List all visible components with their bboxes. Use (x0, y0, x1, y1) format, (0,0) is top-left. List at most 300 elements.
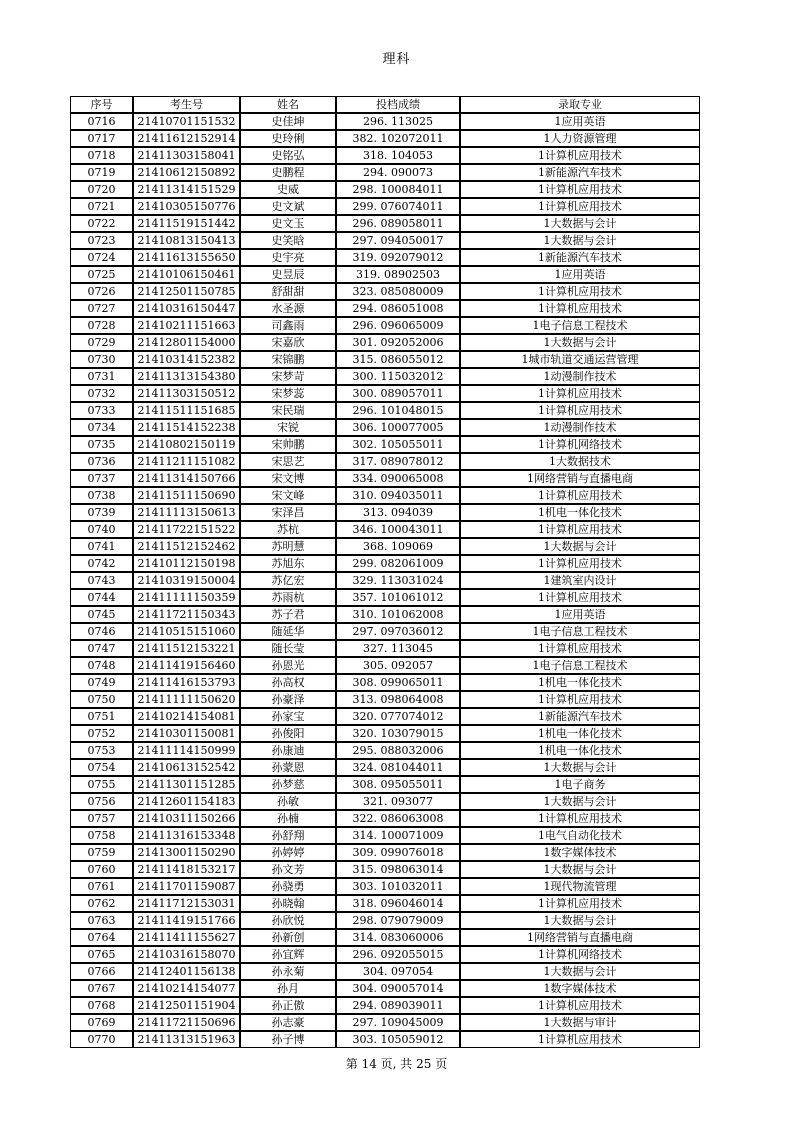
cell-candidate-number: 21412401156138 (133, 963, 240, 980)
cell-major: 1计算机应用技术 (460, 810, 700, 827)
cell-name: 孙豪泽 (240, 691, 336, 708)
cell-name: 苏亿宏 (240, 572, 336, 589)
cell-score: 318. 096046014 (336, 895, 460, 912)
cell-name: 孙舒翔 (240, 827, 336, 844)
cell-serial: 0750 (70, 691, 133, 708)
table-row (70, 980, 700, 997)
cell-name: 宋泽昌 (240, 504, 336, 521)
cell-major: 1大数据与会计 (460, 215, 700, 232)
cell-name: 孙月 (240, 980, 336, 997)
cell-candidate-number: 21410701151532 (133, 113, 240, 130)
cell-major: 1电子商务 (460, 776, 700, 793)
table-row (70, 912, 700, 929)
cell-candidate-number: 21410515151060 (133, 623, 240, 640)
cell-score: 298. 079079009 (336, 912, 460, 929)
cell-major: 1大数据与会计 (460, 538, 700, 555)
cell-score: 346. 100043011 (336, 521, 460, 538)
cell-score: 308. 095055011 (336, 776, 460, 793)
cell-serial: 0720 (70, 181, 133, 198)
cell-score: 318. 104053 (336, 147, 460, 164)
cell-serial: 0756 (70, 793, 133, 810)
page-title: 理科 (382, 52, 411, 67)
cell-score: 297. 097036012 (336, 623, 460, 640)
cell-major: 1大数据与会计 (460, 912, 700, 929)
cell-name: 随长莹 (240, 640, 336, 657)
table-row (70, 521, 700, 538)
cell-candidate-number: 21411612152914 (133, 130, 240, 147)
table-row (70, 963, 700, 980)
cell-major: 1人力资源管理 (460, 130, 700, 147)
cell-serial: 0728 (70, 317, 133, 334)
table-row (70, 538, 700, 555)
cell-serial: 0723 (70, 232, 133, 249)
cell-major: 1计算机应用技术 (460, 521, 700, 538)
cell-name: 史昱辰 (240, 266, 336, 283)
cell-score: 327. 113045 (336, 640, 460, 657)
cell-name: 孙蒙恩 (240, 759, 336, 776)
table-row (70, 997, 700, 1014)
cell-name: 随延华 (240, 623, 336, 640)
cell-serial: 0759 (70, 844, 133, 861)
cell-serial: 0767 (70, 980, 133, 997)
cell-score: 317. 089078012 (336, 453, 460, 470)
cell-score: 300. 115032012 (336, 368, 460, 385)
cell-candidate-number: 21411416153793 (133, 674, 240, 691)
cell-serial: 0725 (70, 266, 133, 283)
cell-serial: 0770 (70, 1031, 133, 1048)
table-row (70, 283, 700, 300)
cell-major: 1城市轨道交通运营管理 (460, 351, 700, 368)
column-header-major: 录取专业 (460, 96, 700, 113)
table-row (70, 419, 700, 436)
cell-name: 史威 (240, 181, 336, 198)
cell-candidate-number: 21411114150999 (133, 742, 240, 759)
cell-major: 1应用英语 (460, 606, 700, 623)
cell-major: 1计算机应用技术 (460, 640, 700, 657)
cell-score: 320. 077074012 (336, 708, 460, 725)
cell-serial: 0747 (70, 640, 133, 657)
cell-major: 1机电一体化技术 (460, 674, 700, 691)
cell-candidate-number: 21411418153217 (133, 861, 240, 878)
cell-candidate-number: 21411512152462 (133, 538, 240, 555)
cell-major: 1网络营销与直播电商 (460, 929, 700, 946)
table-row (70, 572, 700, 589)
cell-serial: 0719 (70, 164, 133, 181)
cell-candidate-number: 21410802150119 (133, 436, 240, 453)
table-row (70, 640, 700, 657)
table-header (70, 96, 700, 113)
cell-serial: 0717 (70, 130, 133, 147)
table-row (70, 215, 700, 232)
cell-serial: 0732 (70, 385, 133, 402)
cell-name: 孙高权 (240, 674, 336, 691)
cell-candidate-number: 21410214154081 (133, 708, 240, 725)
cell-name: 孙康迪 (240, 742, 336, 759)
cell-name: 苏子君 (240, 606, 336, 623)
cell-serial: 0746 (70, 623, 133, 640)
cell-major: 1新能源汽车技术 (460, 164, 700, 181)
cell-major: 1计算机应用技术 (460, 147, 700, 164)
cell-candidate-number: 21410319150004 (133, 572, 240, 589)
cell-name: 苏杭 (240, 521, 336, 538)
cell-score: 294. 086051008 (336, 300, 460, 317)
cell-candidate-number: 21411313154380 (133, 368, 240, 385)
cell-name: 孙志豪 (240, 1014, 336, 1031)
cell-candidate-number: 21411211151082 (133, 453, 240, 470)
cell-score: 310. 101062008 (336, 606, 460, 623)
cell-serial: 0736 (70, 453, 133, 470)
cell-serial: 0763 (70, 912, 133, 929)
cell-candidate-number: 21410211151663 (133, 317, 240, 334)
cell-name: 宋文峰 (240, 487, 336, 504)
cell-name: 史玲俐 (240, 130, 336, 147)
cell-name: 孙正傲 (240, 997, 336, 1014)
cell-serial: 0734 (70, 419, 133, 436)
table-row (70, 487, 700, 504)
cell-serial: 0769 (70, 1014, 133, 1031)
cell-serial: 0761 (70, 878, 133, 895)
table-row (70, 300, 700, 317)
cell-major: 1电子信息工程技术 (460, 623, 700, 640)
cell-name: 宋嘉欣 (240, 334, 336, 351)
cell-major: 1数字媒体技术 (460, 844, 700, 861)
cell-score: 313. 094039 (336, 504, 460, 521)
cell-major: 1计算机应用技术 (460, 402, 700, 419)
cell-major: 1动漫制作技术 (460, 419, 700, 436)
cell-name: 孙宜辉 (240, 946, 336, 963)
cell-name: 孙恩光 (240, 657, 336, 674)
table-row (70, 385, 700, 402)
table-row (70, 402, 700, 419)
cell-score: 305. 092057 (336, 657, 460, 674)
table-row (70, 181, 700, 198)
cell-candidate-number: 21411419156460 (133, 657, 240, 674)
table-header-row (70, 96, 700, 113)
cell-candidate-number: 21411301151285 (133, 776, 240, 793)
cell-score: 297. 094050017 (336, 232, 460, 249)
cell-score: 304. 097054 (336, 963, 460, 980)
cell-name: 孙家宝 (240, 708, 336, 725)
cell-score: 314. 100071009 (336, 827, 460, 844)
table-row (70, 368, 700, 385)
cell-candidate-number: 21412601154183 (133, 793, 240, 810)
cell-serial: 0766 (70, 963, 133, 980)
cell-candidate-number: 21411721150696 (133, 1014, 240, 1031)
table-row (70, 232, 700, 249)
cell-major: 1新能源汽车技术 (460, 708, 700, 725)
table-row (70, 725, 700, 742)
cell-name: 孙梦慈 (240, 776, 336, 793)
cell-major: 1计算机应用技术 (460, 385, 700, 402)
cell-score: 299. 076074011 (336, 198, 460, 215)
cell-serial: 0730 (70, 351, 133, 368)
cell-candidate-number: 21410106150461 (133, 266, 240, 283)
cell-candidate-number: 21413001150290 (133, 844, 240, 861)
cell-major: 1应用英语 (460, 266, 700, 283)
cell-candidate-number: 21412801154000 (133, 334, 240, 351)
table-row (70, 317, 700, 334)
cell-major: 1电子信息工程技术 (460, 657, 700, 674)
table-row (70, 1014, 700, 1031)
cell-score: 303. 101032011 (336, 878, 460, 895)
cell-candidate-number: 21411316153348 (133, 827, 240, 844)
cell-score: 295. 088032006 (336, 742, 460, 759)
cell-serial: 0724 (70, 249, 133, 266)
column-header-candidate: 考生号 (133, 96, 240, 113)
cell-serial: 0741 (70, 538, 133, 555)
cell-name: 苏明慧 (240, 538, 336, 555)
cell-candidate-number: 21410612150892 (133, 164, 240, 181)
cell-candidate-number: 21411314151529 (133, 181, 240, 198)
cell-candidate-number: 21411111150620 (133, 691, 240, 708)
cell-serial: 0739 (70, 504, 133, 521)
cell-score: 368. 109069 (336, 538, 460, 555)
cell-serial: 0760 (70, 861, 133, 878)
cell-name: 宋梦蕊 (240, 385, 336, 402)
cell-serial: 0735 (70, 436, 133, 453)
cell-candidate-number: 21410301150081 (133, 725, 240, 742)
cell-candidate-number: 21411512153221 (133, 640, 240, 657)
cell-score: 296. 089058011 (336, 215, 460, 232)
table-row (70, 742, 700, 759)
cell-major: 1大数据与会计 (460, 793, 700, 810)
cell-score: 323. 085080009 (336, 283, 460, 300)
cell-candidate-number: 21411111150359 (133, 589, 240, 606)
cell-name: 孙楠 (240, 810, 336, 827)
cell-candidate-number: 21411303150512 (133, 385, 240, 402)
cell-candidate-number: 21411701159087 (133, 878, 240, 895)
cell-name: 史铭弘 (240, 147, 336, 164)
cell-name: 司鑫雨 (240, 317, 336, 334)
cell-major: 1动漫制作技术 (460, 368, 700, 385)
cell-name: 孙永菊 (240, 963, 336, 980)
cell-score: 294. 089039011 (336, 997, 460, 1014)
table-row (70, 895, 700, 912)
cell-major: 1计算机网络技术 (460, 946, 700, 963)
cell-candidate-number: 21410214154077 (133, 980, 240, 997)
table-row (70, 878, 700, 895)
cell-candidate-number: 21411511150690 (133, 487, 240, 504)
table-row (70, 861, 700, 878)
column-header-serial: 序号 (70, 96, 133, 113)
cell-major: 1计算机应用技术 (460, 283, 700, 300)
cell-name: 宋帅鹏 (240, 436, 336, 453)
cell-score: 319. 092079012 (336, 249, 460, 266)
cell-name: 宋思艺 (240, 453, 336, 470)
cell-major: 1新能源汽车技术 (460, 249, 700, 266)
cell-name: 苏雨杭 (240, 589, 336, 606)
cell-major: 1大数据与会计 (460, 963, 700, 980)
cell-candidate-number: 21412501151904 (133, 997, 240, 1014)
table-row (70, 589, 700, 606)
cell-name: 孙俊阳 (240, 725, 336, 742)
cell-score: 313. 098064008 (336, 691, 460, 708)
cell-candidate-number: 21411712153031 (133, 895, 240, 912)
cell-major: 1计算机应用技术 (460, 555, 700, 572)
cell-major: 1数字媒体技术 (460, 980, 700, 997)
cell-serial: 0744 (70, 589, 133, 606)
table-row (70, 334, 700, 351)
cell-major: 1大数据技术 (460, 453, 700, 470)
cell-serial: 0752 (70, 725, 133, 742)
cell-name: 史文玉 (240, 215, 336, 232)
cell-candidate-number: 21411514152238 (133, 419, 240, 436)
cell-name: 宋民瑞 (240, 402, 336, 419)
cell-name: 孙晓翰 (240, 895, 336, 912)
cell-name: 苏旭东 (240, 555, 336, 572)
cell-name: 史佳坤 (240, 113, 336, 130)
cell-major: 1电子信息工程技术 (460, 317, 700, 334)
cell-score: 301. 092052006 (336, 334, 460, 351)
table-row (70, 691, 700, 708)
cell-score: 324. 081044011 (336, 759, 460, 776)
cell-name: 史宇亮 (240, 249, 336, 266)
cell-serial: 0721 (70, 198, 133, 215)
cell-score: 321. 093077 (336, 793, 460, 810)
table-row (70, 351, 700, 368)
table-row (70, 113, 700, 130)
cell-candidate-number: 21411314150766 (133, 470, 240, 487)
cell-score: 315. 098063014 (336, 861, 460, 878)
cell-score: 294. 090073 (336, 164, 460, 181)
cell-major: 1计算机应用技术 (460, 300, 700, 317)
cell-score: 296. 101048015 (336, 402, 460, 419)
table-row (70, 929, 700, 946)
cell-candidate-number: 21410316158070 (133, 946, 240, 963)
table-row (70, 810, 700, 827)
table-row (70, 844, 700, 861)
cell-serial: 0751 (70, 708, 133, 725)
cell-serial: 0765 (70, 946, 133, 963)
cell-major: 1机电一体化技术 (460, 742, 700, 759)
table-row (70, 147, 700, 164)
cell-name: 宋梦苛 (240, 368, 336, 385)
cell-candidate-number: 21411722151522 (133, 521, 240, 538)
cell-serial: 0757 (70, 810, 133, 827)
cell-score: 329. 113031024 (336, 572, 460, 589)
cell-major: 1计算机应用技术 (460, 589, 700, 606)
cell-major: 1电气自动化技术 (460, 827, 700, 844)
table-row (70, 504, 700, 521)
cell-major: 1建筑室内设计 (460, 572, 700, 589)
cell-major: 1计算机应用技术 (460, 691, 700, 708)
cell-candidate-number: 21410112150198 (133, 555, 240, 572)
table-row (70, 708, 700, 725)
cell-serial: 0754 (70, 759, 133, 776)
cell-score: 304. 090057014 (336, 980, 460, 997)
table-row (70, 657, 700, 674)
cell-score: 306. 100077005 (336, 419, 460, 436)
cell-score: 296. 096065009 (336, 317, 460, 334)
table-row (70, 946, 700, 963)
cell-major: 1计算机应用技术 (460, 1031, 700, 1048)
cell-major: 1机电一体化技术 (460, 725, 700, 742)
cell-serial: 0748 (70, 657, 133, 674)
cell-major: 1计算机网络技术 (460, 436, 700, 453)
cell-candidate-number: 21411419151766 (133, 912, 240, 929)
cell-serial: 0740 (70, 521, 133, 538)
cell-score: 309. 099076018 (336, 844, 460, 861)
cell-major: 1现代物流管理 (460, 878, 700, 895)
cell-name: 史鹏程 (240, 164, 336, 181)
cell-name: 孙骁勇 (240, 878, 336, 895)
cell-serial: 0743 (70, 572, 133, 589)
cell-score: 320. 103079015 (336, 725, 460, 742)
cell-score: 298. 100084011 (336, 181, 460, 198)
cell-major: 1大数据与会计 (460, 759, 700, 776)
page-number: 第 14 页, 共 25 页 (345, 1057, 448, 1071)
cell-name: 水圣源 (240, 300, 336, 317)
cell-name: 宋锦鹏 (240, 351, 336, 368)
cell-candidate-number: 21411113150613 (133, 504, 240, 521)
cell-serial: 0745 (70, 606, 133, 623)
cell-name: 史文斌 (240, 198, 336, 215)
column-header-score: 投档成绩 (336, 96, 460, 113)
cell-serial: 0742 (70, 555, 133, 572)
cell-score: 308. 099065011 (336, 674, 460, 691)
cell-candidate-number: 21411411155627 (133, 929, 240, 946)
cell-serial: 0731 (70, 368, 133, 385)
cell-candidate-number: 21410613152542 (133, 759, 240, 776)
cell-serial: 0718 (70, 147, 133, 164)
cell-score: 300. 089057011 (336, 385, 460, 402)
cell-major: 1计算机应用技术 (460, 198, 700, 215)
cell-major: 1大数据与会计 (460, 232, 700, 249)
table-body (70, 113, 700, 1048)
cell-score: 310. 094035011 (336, 487, 460, 504)
table-row (70, 827, 700, 844)
table-row (70, 555, 700, 572)
cell-name: 孙敏 (240, 793, 336, 810)
cell-major: 1计算机应用技术 (460, 997, 700, 1014)
table-row (70, 198, 700, 215)
cell-score: 297. 109045009 (336, 1014, 460, 1031)
table-row (70, 776, 700, 793)
cell-name: 孙欣悦 (240, 912, 336, 929)
cell-score: 357. 101061012 (336, 589, 460, 606)
cell-serial: 0762 (70, 895, 133, 912)
table-row (70, 759, 700, 776)
cell-candidate-number: 21410813150413 (133, 232, 240, 249)
cell-major: 1计算机应用技术 (460, 181, 700, 198)
table-row (70, 623, 700, 640)
cell-major: 1大数据与会计 (460, 861, 700, 878)
cell-score: 322. 086063008 (336, 810, 460, 827)
cell-candidate-number: 21411303158041 (133, 147, 240, 164)
cell-score: 299. 082061009 (336, 555, 460, 572)
cell-major: 1网络营销与直播电商 (460, 470, 700, 487)
table-row (70, 453, 700, 470)
cell-score: 296. 113025 (336, 113, 460, 130)
cell-serial: 0729 (70, 334, 133, 351)
cell-candidate-number: 21410314152382 (133, 351, 240, 368)
cell-name: 孙婷婷 (240, 844, 336, 861)
cell-major: 1计算机应用技术 (460, 895, 700, 912)
table-row (70, 164, 700, 181)
table-row (70, 674, 700, 691)
cell-candidate-number: 21412501150785 (133, 283, 240, 300)
table-row (70, 793, 700, 810)
table-row (70, 436, 700, 453)
table-row (70, 130, 700, 147)
cell-candidate-number: 21411613155650 (133, 249, 240, 266)
cell-candidate-number: 21411721150343 (133, 606, 240, 623)
cell-serial: 0764 (70, 929, 133, 946)
cell-score: 314. 083060006 (336, 929, 460, 946)
cell-candidate-number: 21410311150266 (133, 810, 240, 827)
cell-name: 孙子博 (240, 1031, 336, 1048)
cell-candidate-number: 21411313151963 (133, 1031, 240, 1048)
